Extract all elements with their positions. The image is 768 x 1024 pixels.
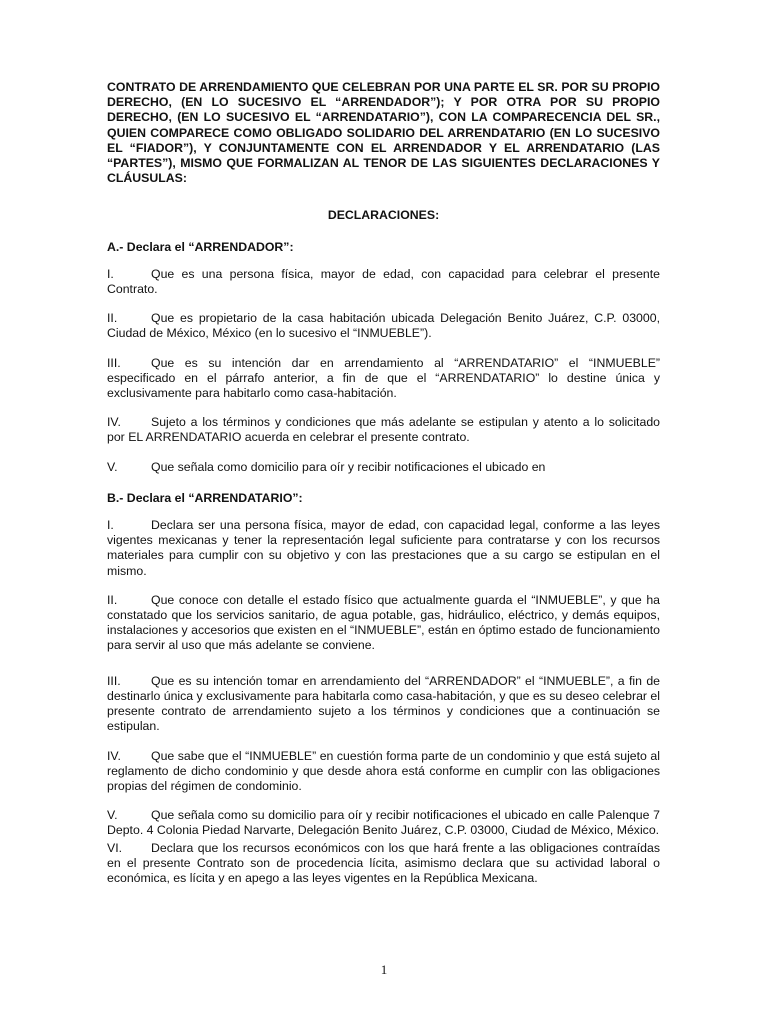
item-number: III. <box>107 673 121 688</box>
item-text: Que señala como domicilio para oír y recibir notificaciones el ubicado en <box>151 459 546 474</box>
item-number: I. <box>107 266 114 281</box>
item-number: III. <box>107 355 121 370</box>
item-text: Que sabe que el “INMUEBLE” en cuestión forma parte de un condominio y que está sujeto al reglamento de dicho condominio y que desde ahora está conforme en cumplir con las obligaciones propias del régimen de condominio. <box>107 748 660 793</box>
section-b-heading: B.- Declara el “ARRENDATARIO”: <box>107 490 303 505</box>
section-b-item <box>107 518 660 579</box>
item-number: V. <box>107 459 118 474</box>
section-b-item <box>107 674 660 735</box>
item-number: II. <box>107 311 118 326</box>
section-b-item <box>107 808 660 838</box>
item-number: VI. <box>107 840 123 855</box>
item-text: Que es propietario de la casa habitación ubicada Delegación Benito Juárez, C.P. 03000, Ciudad de México, México (en lo sucesivo el “INMUEBLE”). <box>107 311 660 341</box>
section-a-item <box>107 267 660 297</box>
item-text: Que señala como su domicilio para oír y recibir notificaciones el ubicado en calle Palenque 7 Depto. 4 Colonia Piedad Narvarte, Delegación Benito Juárez, C.P. 03000, Ciudad de México, México. <box>107 808 660 838</box>
item-number: V. <box>107 808 118 823</box>
section-a-item <box>107 415 660 445</box>
item-number: I. <box>107 518 114 533</box>
section-b-item <box>107 749 660 795</box>
section-b-item <box>107 593 660 654</box>
section-a-item <box>107 460 660 475</box>
item-number: IV. <box>107 415 121 430</box>
section-a-item <box>107 356 660 402</box>
section-a-heading: A.- Declara el “ARRENDADOR”: <box>107 239 294 254</box>
item-text: Declara ser una persona física, mayor de edad, con capacidad legal, conforme a las leyes vigentes mexicanas y tener la representación legal suficiente para contratarse y con los recursos materiales para cumplir con su objetivo y con las prestaciones que a su cargo se estipulan en el mismo. <box>107 518 660 578</box>
item-text: Declara que los recursos económicos con los que hará frente a las obligaciones contraídas en el presente Contrato son de procedencia lícita, asimismo declara que su actividad laboral o económica, es lícita y en apego a las leyes vigentes en la República Mexicana. <box>107 840 660 885</box>
item-text: Que es una persona física, mayor de edad, con capacidad para celebrar el presente Contrato. <box>107 266 660 297</box>
item-text: Que conoce con detalle el estado físico que actualmente guarda el “INMUEBLE”, y que ha constatado que los servicios sanitario, de agua potable, gas, hidráulico, eléctrico, y demás equipos, instalaciones y accesorios que existen en el “INMUEBLE”, están en óptimo estado de funcionamiento para servir al uso que más adelante se conviene. <box>107 592 660 653</box>
section-a-item <box>107 311 660 341</box>
document-page <box>107 80 660 886</box>
contract-title: CONTRATO DE ARRENDAMIENTO QUE CELEBRAN POR UNA PARTE EL SR. POR SU PROPIO DERECHO, (EN LO SUCESIVO EL “ARRENDADOR”); Y POR OTRA POR SU PROPIO DERECHO, (EN LO SUCESIVO EL “ARRENDATARIO”), CON LA COMPARECENCIA DEL SR., QUIEN COMPARECE COMO OBLIGADO SOLIDARIO DEL ARRENDATARIO (EN LO SUCESIVO EL “FIADOR”), Y CONJUNTAMENTE CON EL ARRENDADOR Y EL ARRENDATARIO (LAS “PARTES”), MISMO QUE FORMALIZAN AL TENOR DE LAS SIGUIENTES DECLARACIONES Y CLÁUSULAS: <box>107 80 660 186</box>
page-number: 1 <box>380 962 388 977</box>
item-text: Que es su intención tomar en arrendamiento del “ARRENDADOR” el “INMUEBLE”, a fin de destinarlo única y exclusivamente para habitarla como casa-habitación, y que es su deseo celebrar el presente contrato de arrendamiento sujeto a los términos y condiciones que a continuación se estipulan. <box>107 673 660 734</box>
declaraciones-heading: DECLARACIONES: <box>327 208 440 223</box>
item-number: IV. <box>107 748 121 763</box>
item-number: II. <box>107 592 118 607</box>
item-text: Sujeto a los términos y condiciones que más adelante se estipulan y atento a lo solicitado por EL ARRENDATARIO acuerda en celebrar el presente contrato. <box>107 415 660 445</box>
section-b-item <box>107 841 660 887</box>
item-text: Que es su intención dar en arrendamiento al “ARRENDATARIO” el “INMUEBLE” especificado en el párrafo anterior, a fin de que el “ARRENDATARIO” lo destine única y exclusivamente para habitarlo como casa-habitación. <box>107 355 660 401</box>
